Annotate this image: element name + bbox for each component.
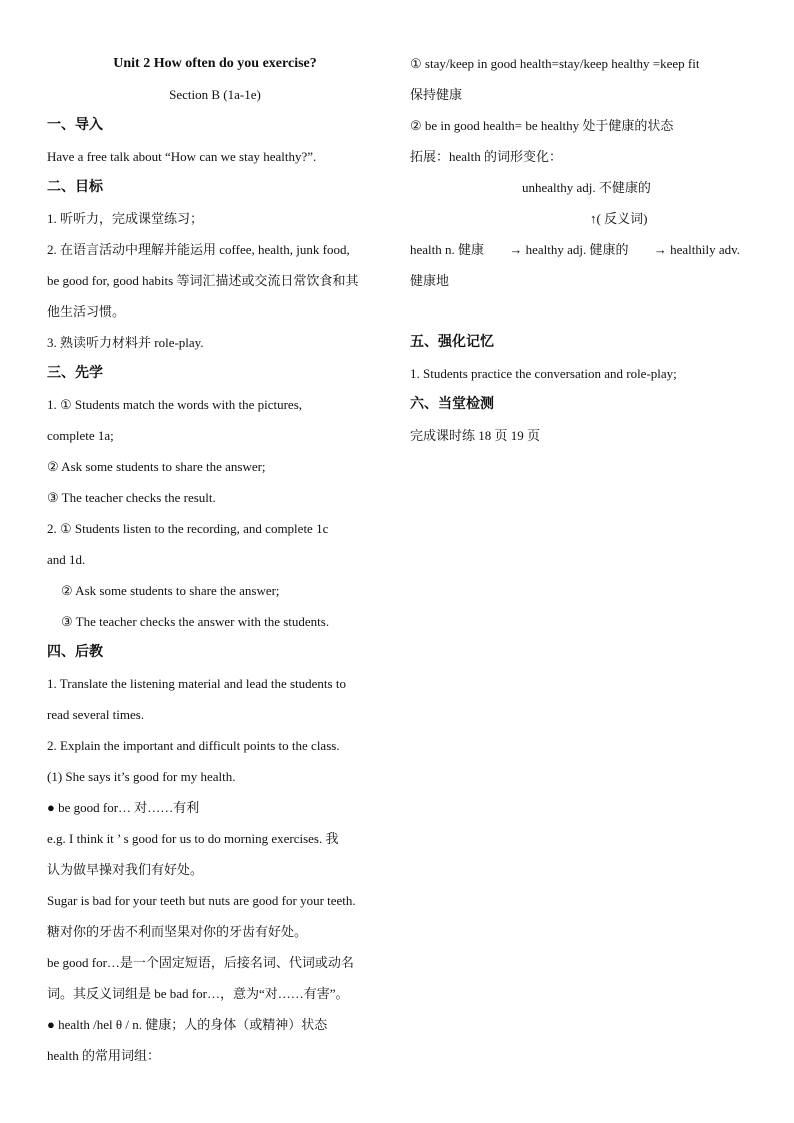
text-line: ② be in good health= be healthy 处于健康的状态: [410, 118, 674, 133]
text-line: 1. ① Students match the words with the pictures,: [47, 397, 303, 412]
text-line: 健康地: [410, 273, 450, 288]
page-subtitle: Section B (1a-1e): [169, 87, 261, 102]
text-line: and 1d.: [47, 552, 86, 567]
text-line: e.g. I think it ’ s good for us to do morning exercises. 我: [47, 831, 339, 846]
word-forms-line: [410, 234, 740, 265]
text-line: 保持健康: [410, 87, 463, 102]
section-heading-3: 三、先学: [47, 365, 103, 381]
word-form-adv: → healthily adv.: [653, 242, 740, 257]
text-line: ③ The teacher checks the answer with the students.: [61, 614, 330, 629]
text-line: 1. Translate the listening material and lead the students to: [47, 676, 346, 691]
text-line: (1) She says it’s good for my health.: [47, 769, 236, 784]
text-line: ② Ask some students to share the answer;: [47, 459, 266, 474]
text-line: 2. Explain the important and difficult points to the class.: [47, 738, 340, 753]
left-column: [47, 48, 383, 1071]
text-line: Sugar is bad for your teeth but nuts are good for your teeth.: [47, 893, 356, 908]
bullet-line: ● be good for… 对……有利: [47, 800, 200, 815]
text-line: Have a free talk about “How can we stay healthy?”.: [47, 149, 317, 164]
text-line: 2. ① Students listen to the recording, and complete 1c: [47, 521, 329, 536]
text-line: complete 1a;: [47, 428, 114, 443]
text-line: 3. 熟读听力材料并 role-play.: [47, 335, 204, 350]
word-form-adj: → healthy adj. 健康的: [509, 242, 629, 257]
page-title: Unit 2 How often do you exercise?: [113, 56, 317, 71]
text-line: be good for…是一个固定短语，后接名词、代词或动名: [47, 955, 354, 970]
text-line: be good for, good habits 等词汇描述或交流日常饮食和其: [47, 273, 359, 288]
text-line: 2. 在语言活动中理解并能运用 coffee, health, junk food,: [47, 242, 350, 257]
text-line: unhealthy adj. 不健康的: [522, 180, 651, 195]
up-arrow-line: ↑( 反义词): [590, 211, 648, 226]
section-heading-5: 五、强化记忆: [410, 334, 494, 350]
bullet-line: ● health /hel θ / n. 健康；人的身体（或精神）状态: [47, 1017, 328, 1032]
section-heading-1: 一、导入: [47, 117, 103, 133]
text-line: health 的常用词组：: [47, 1048, 161, 1063]
text-line: 1. Students practice the conversation and role-play;: [410, 366, 677, 381]
text-line: ③ The teacher checks the result.: [47, 490, 216, 505]
text-line: read several times.: [47, 707, 145, 722]
word-form-noun: health n. 健康: [410, 242, 485, 257]
text-line: 认为做早操对我们有好处。: [47, 862, 204, 877]
text-line: 完成课时练 18 页 19 页: [410, 428, 541, 443]
text-line: 糖对你的牙齿不利而坚果对你的牙齿有好处。: [47, 924, 308, 939]
section-heading-2: 二、目标: [47, 179, 103, 195]
text-line: ① stay/keep in good health=stay/keep healthy =keep fit: [410, 56, 700, 71]
text-line: 词。其反义词组是 be bad for…，意为“对……有害”。: [47, 986, 349, 1001]
right-column: [410, 48, 740, 451]
section-heading-6: 六、当堂检测: [410, 396, 494, 412]
spacer: [410, 296, 740, 327]
section-heading-4: 四、后教: [47, 644, 103, 660]
text-line: 拓展：health 的词形变化：: [410, 149, 563, 164]
text-line: 他生活习惯。: [47, 304, 126, 319]
text-line: 1. 听听力，完成课堂练习；: [47, 211, 204, 226]
text-line: ② Ask some students to share the answer;: [61, 583, 280, 598]
